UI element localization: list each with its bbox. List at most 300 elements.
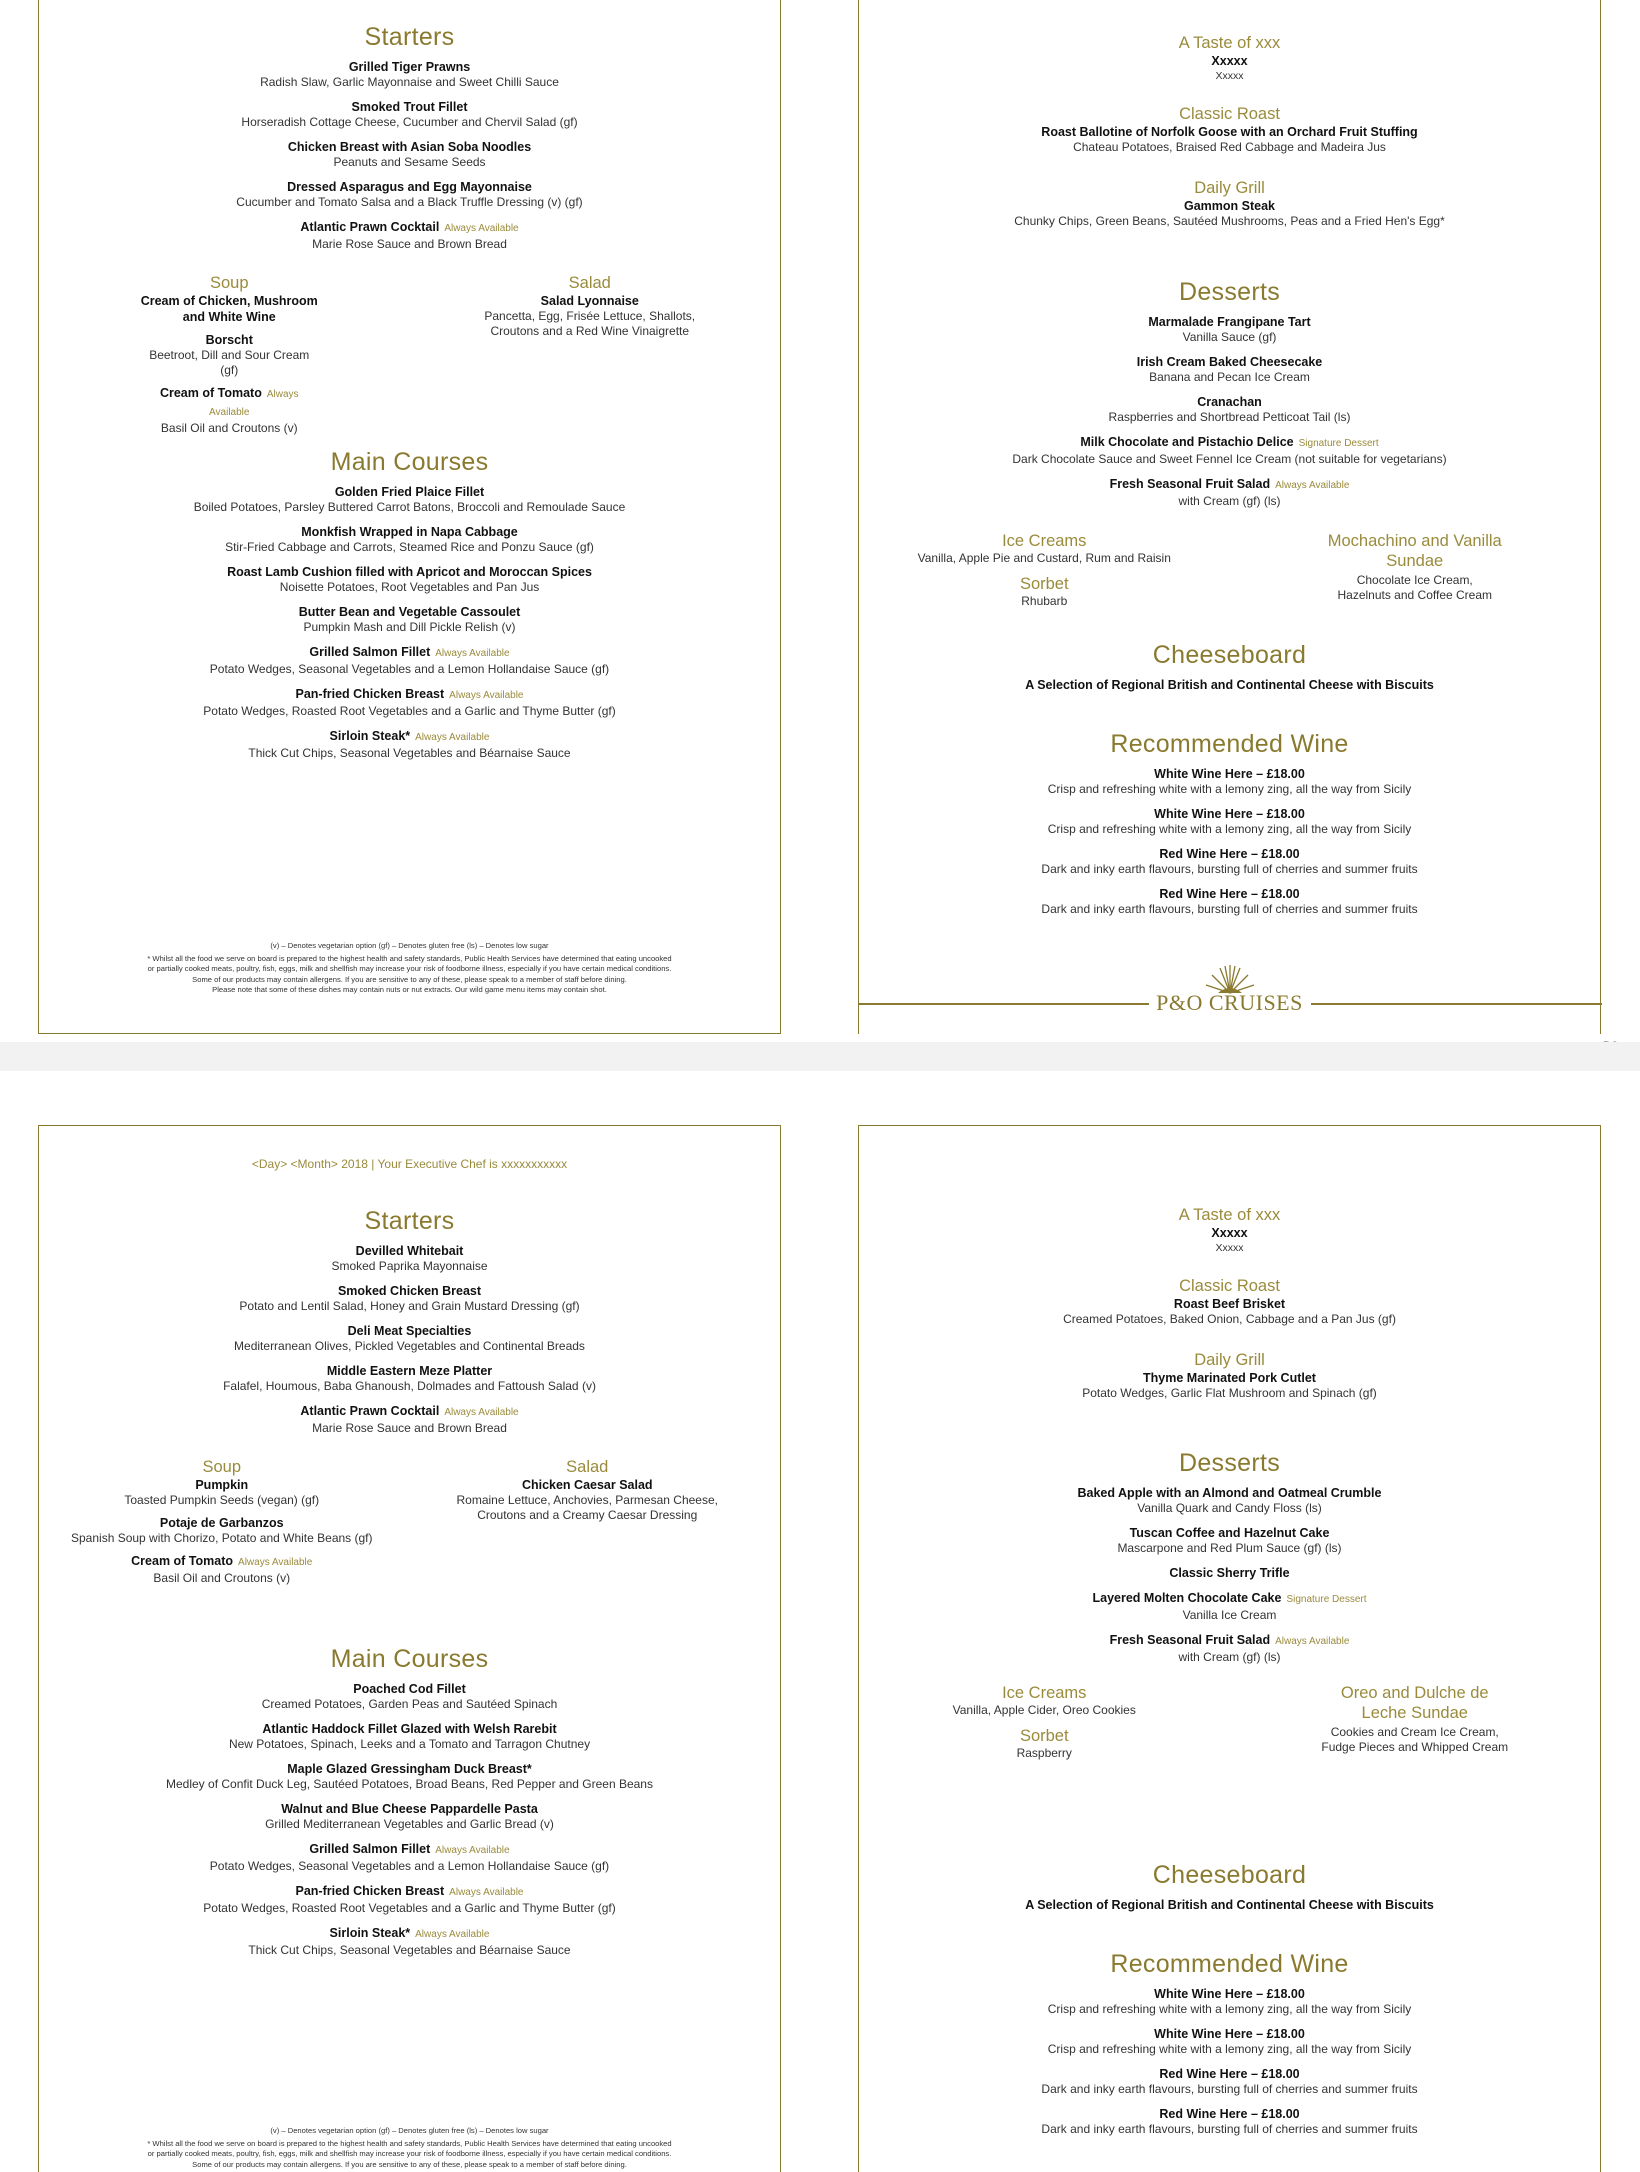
icecream-sundae-columns: [859, 531, 1600, 609]
menu-item-name: [859, 2026, 1600, 2042]
roast-desc: Creamed Potatoes, Baked Onion, Cabbage and a Pan Jus (gf): [1063, 1312, 1396, 1326]
taste-section: [859, 33, 1600, 83]
menu-item-desc: Thick Cut Chips, Seasonal Vegetables and Béarnaise Sauce: [248, 746, 571, 760]
icecream-column: [859, 531, 1230, 609]
menu-item-name-text: Classic Sherry Trifle: [1169, 1566, 1290, 1580]
menu-item: [39, 524, 780, 555]
roast-section: [859, 1276, 1600, 1327]
menu-item-name: [139, 385, 319, 421]
taste-name: Xxxxx: [1211, 54, 1248, 68]
menu-item: [39, 1243, 780, 1274]
menu-item-desc: Raspberries and Shortbread Petticoat Tail (ls): [1108, 410, 1351, 424]
menu-item: [39, 1515, 405, 1546]
menu-item: [39, 644, 780, 677]
menu-item: [39, 484, 780, 515]
menu-item-tag: Always Available: [415, 732, 490, 743]
cheese-title: Cheeseboard: [1152, 641, 1307, 669]
menu-item: [859, 1590, 1600, 1623]
menu-item-desc: Dark and inky earth flavours, bursting full of cherries and summer fruits: [1041, 902, 1418, 916]
menu-item-name-text: Grilled Salmon Fillet: [309, 1842, 431, 1856]
menu-item-desc: Creamed Potatoes, Garden Peas and Sautéed Spinach: [261, 1697, 558, 1711]
menu-item-desc: Mascarpone and Red Plum Sauce (gf) (ls): [1117, 1541, 1342, 1555]
menu-item: [859, 354, 1600, 385]
menu-item-desc: Pancetta, Egg, Frisée Lettuce, Shallots, Croutons and a Red Wine Vinaigrette: [484, 309, 696, 338]
menu-item: [39, 59, 780, 90]
menu-item-desc: Horseradish Cottage Cheese, Cucumber and Chervil Salad (gf): [241, 115, 578, 129]
menu-item-name-text: Salad Lyonnaise: [540, 294, 639, 308]
menu-item-tag: Always Available: [1275, 480, 1350, 491]
menu-item-tag: Always Available: [444, 223, 519, 234]
menu-item-name-text: Cream of Tomato: [159, 386, 262, 400]
menu-item: [859, 1632, 1600, 1665]
menu-item-name: [39, 1761, 780, 1777]
footnotes: [39, 941, 780, 996]
menu-item-desc: Potato Wedges, Roasted Root Vegetables and a Garlic and Thyme Butter (gf): [203, 1901, 616, 1915]
menu-item-name-text: Sirloin Steak*: [329, 729, 411, 743]
menu-item-desc: Falafel, Houmous, Baba Ghanoush, Dolmades and Fattoush Salad (v): [223, 1379, 596, 1393]
menu-item-name-text: Fresh Seasonal Fruit Salad: [1109, 1633, 1271, 1647]
salad-list: [405, 1477, 771, 1523]
soup-column: [39, 273, 410, 443]
menu-item-desc: Mediterranean Olives, Pickled Vegetables and Continental Breads: [234, 1339, 585, 1353]
menu-page-right: [858, 1125, 1601, 2172]
menu-item-name-text: Marmalade Frangipane Tart: [1148, 315, 1311, 329]
menu-item: [859, 2106, 1600, 2137]
menu-item-name: [39, 1681, 780, 1697]
menu-item-name-text: Milk Chocolate and Pistachio Delice: [1080, 435, 1294, 449]
menu-item-desc: Spanish Soup with Chorizo, Potato and White Beans (gf): [71, 1531, 373, 1545]
menu-item-desc: Toasted Pumpkin Seeds (vegan) (gf): [124, 1493, 320, 1507]
roast-title: Classic Roast: [1179, 1277, 1280, 1295]
menu-item-name: [39, 1841, 780, 1859]
menu-item-name-text: Roast Lamb Cushion filled with Apricot and Moroccan Spices: [227, 565, 592, 579]
menu-item: [859, 1565, 1600, 1581]
menu-item-desc: Marie Rose Sauce and Brown Bread: [312, 237, 507, 251]
menu-item-name-text: Walnut and Blue Cheese Pappardelle Pasta: [281, 1802, 538, 1816]
menu-item-desc: Basil Oil and Croutons (v): [153, 1571, 291, 1585]
salad-title: Salad: [568, 274, 611, 292]
menu-item-tag: Always Available: [1275, 1636, 1350, 1647]
menu-item: [39, 1553, 405, 1586]
taste-title: A Taste of xxx: [1178, 34, 1281, 52]
mains-title: Main Courses: [330, 448, 489, 476]
menu-item: [859, 476, 1600, 509]
menu-item-tag: Always Available: [415, 1929, 490, 1940]
menu-item-desc: Smoked Paprika Mayonnaise: [331, 1259, 488, 1273]
menu-item: [39, 139, 780, 170]
menu-page-right: [858, 0, 1601, 1034]
menu-item-name-text: Golden Fried Plaice Fillet: [334, 485, 485, 499]
menu-item-name-text: Tuscan Coffee and Hazelnut Cake: [1129, 1526, 1330, 1540]
menu-item-desc: with Cream (gf) (ls): [1178, 1650, 1281, 1664]
menu-item-desc: Cucumber and Tomato Salsa and a Black Truffle Dressing (v) (gf): [236, 195, 583, 209]
footnote-line: Please note that some of these dishes may contain nuts or nut extracts. Our wild game menu items may contain shot.: [212, 985, 607, 994]
menu-item-name: [859, 766, 1600, 782]
menu-item-desc: Romaine Lettuce, Anchovies, Parmesan Cheese, Croutons and a Creamy Caesar Dressing: [456, 1493, 718, 1522]
menu-item-name: [859, 1565, 1600, 1581]
desserts-title: Desserts: [1178, 278, 1281, 306]
wine-list: [859, 766, 1600, 917]
wine-list: [859, 1986, 1600, 2137]
menu-item-name-text: Smoked Chicken Breast: [337, 1284, 482, 1298]
menu-item-desc: Vanilla Sauce (gf): [1182, 330, 1277, 344]
wine-title: Recommended Wine: [1110, 1950, 1349, 1978]
menu-item-tag: Signature Dessert: [1298, 438, 1379, 449]
menu-page-left: [38, 0, 781, 1034]
menu-item-name: [39, 59, 780, 75]
sorbet-title: Sorbet: [1019, 575, 1069, 593]
menu-item-desc: Potato Wedges, Roasted Root Vegetables and a Garlic and Thyme Butter (gf): [203, 704, 616, 718]
menu-item-name-text: Deli Meat Specialties: [347, 1324, 472, 1338]
menu-item-name: [39, 1363, 780, 1379]
menu-item-name: [39, 1883, 780, 1901]
date-chef-header: [39, 1156, 780, 1172]
mains-title: Main Courses: [330, 1645, 489, 1673]
menu-item: [859, 806, 1600, 837]
menu-item-name-text: Monkfish Wrapped in Napa Cabbage: [301, 525, 518, 539]
menu-item-name-text: White Wine Here – £18.00: [1154, 807, 1305, 821]
sundae-title: Mochachino and Vanilla Sundae: [1327, 532, 1502, 570]
menu-item: [859, 434, 1600, 467]
menu-item-name: [859, 2066, 1600, 2082]
roast-name: Roast Ballotine of Norfolk Goose with an Orchard Fruit Stuffing: [1041, 125, 1418, 139]
menu-item-desc: Potato Wedges, Seasonal Vegetables and a Lemon Hollandaise Sauce (gf): [209, 662, 610, 676]
menu-item-name-text: Baked Apple with an Almond and Oatmeal Crumble: [1077, 1486, 1382, 1500]
menu-item-name: [139, 332, 319, 348]
soup-title: Soup: [209, 274, 249, 292]
brand-logo: [859, 963, 1600, 1023]
icecream-column: [859, 1683, 1230, 1761]
soup-list: [39, 1477, 405, 1586]
menu-item-name-text: Red Wine Here – £18.00: [1159, 2107, 1300, 2121]
taste-desc: Xxxxx: [1215, 70, 1244, 82]
menu-item-name-text: Pan-fried Chicken Breast: [295, 1884, 445, 1898]
menu-item-name: [39, 686, 780, 704]
menu-item-desc: Stir-Fried Cabbage and Carrots, Steamed Rice and Ponzu Sauce (gf): [225, 540, 594, 554]
starters-list: [39, 1243, 780, 1436]
soup-title: Soup: [202, 1458, 242, 1476]
menu-item-desc: Peanuts and Sesame Seeds: [333, 155, 486, 169]
menu-item: [859, 314, 1600, 345]
menu-item: [859, 2066, 1600, 2097]
menu-item-desc: Crisp and refreshing white with a lemony zing, all the way from Sicily: [1047, 2002, 1412, 2016]
menu-item-desc: Grilled Mediterranean Vegetables and Garlic Bread (v): [265, 1817, 554, 1831]
menu-item-desc: Vanilla Quark and Candy Floss (ls): [1137, 1501, 1322, 1515]
sundae-desc: Chocolate Ice Cream, Hazelnuts and Coffee Cream: [1337, 573, 1493, 602]
grill-section: [859, 178, 1600, 229]
icecream-sundae-columns: [859, 1683, 1600, 1761]
menu-spread-2: [0, 1071, 1640, 2169]
menu-item-name: [39, 1801, 780, 1817]
menu-item: [859, 886, 1600, 917]
menu-item-name-text: Smoked Trout Fillet: [351, 100, 468, 114]
menu-item-name: [39, 728, 780, 746]
menu-item-name-text: Atlantic Haddock Fillet Glazed with Welsh Rarebit: [262, 1722, 557, 1736]
menu-item: [859, 2026, 1600, 2057]
soup-salad-columns: [39, 273, 780, 443]
sorbet-desc: Raspberry: [1016, 1746, 1072, 1760]
menu-item-name-text: Red Wine Here – £18.00: [1159, 847, 1300, 861]
mains-list: [39, 484, 780, 761]
menu-item-desc: Dark Chocolate Sauce and Sweet Fennel Ice Cream (not suitable for vegetarians): [1012, 452, 1447, 466]
sorbet-title: Sorbet: [1019, 1727, 1069, 1745]
wine-section: [859, 1948, 1600, 2146]
menu-item-desc: Boiled Potatoes, Parsley Buttered Carrot Batons, Broccoli and Remoulade Sauce: [193, 500, 626, 514]
icecream-title: Ice Creams: [1002, 1684, 1087, 1702]
footnote-lines: [39, 941, 780, 996]
footnote-line: or partially cooked meats, poultry, fish, eggs, milk and shellfish may increase your risk of foodborne illness, especially if you have certain medical conditions.: [147, 2149, 672, 2158]
footnote-line: * Whilst all the food we serve on board is prepared to the highest health and safety standards, Public Health Services have determined that eating uncooked: [147, 2138, 672, 2148]
menu-item-desc: Dark and inky earth flavours, bursting full of cherries and summer fruits: [1041, 2122, 1418, 2136]
salad-list: [410, 293, 771, 339]
menu-item-name-text: Dressed Asparagus and Egg Mayonnaise: [287, 180, 532, 194]
cheese-section: [859, 1859, 1600, 1913]
menu-item: [39, 1283, 780, 1314]
menu-item-name: [859, 434, 1600, 452]
menu-item-tag: Always Available: [435, 1845, 510, 1856]
menu-item-name: [859, 846, 1600, 862]
menu-item-name: [859, 476, 1600, 494]
menu-item-name: [859, 1590, 1600, 1608]
menu-item-name: [859, 394, 1600, 410]
menu-item-name: [39, 219, 780, 237]
menu-item: [139, 332, 319, 378]
menu-item-name-text: Red Wine Here – £18.00: [1159, 887, 1300, 901]
menu-item-name-text: Butter Bean and Vegetable Cassoulet: [298, 605, 521, 619]
menu-item-tag: Always Available: [449, 690, 524, 701]
menu-item: [39, 1761, 780, 1792]
menu-item: [859, 1525, 1600, 1556]
menu-item: [39, 728, 780, 761]
soup-list: [49, 293, 410, 436]
menu-item: [39, 1841, 780, 1874]
menu-item-name: [859, 2106, 1600, 2122]
menu-item-name-text: Chicken Breast with Asian Soba Noodles: [287, 140, 532, 154]
menu-item-name-text: Cranachan: [1197, 395, 1262, 409]
menu-item: [39, 1323, 780, 1354]
menu-item-name: [39, 1721, 780, 1737]
menu-item-name: [39, 1925, 780, 1943]
grill-desc: Chunky Chips, Green Beans, Sautéed Mushrooms, Peas and a Fried Hen's Egg*: [1014, 214, 1445, 228]
menu-item-name: [39, 1515, 405, 1531]
menu-item-name-text: Layered Molten Chocolate Cake: [1092, 1591, 1282, 1605]
mains-section: [39, 446, 780, 770]
footnotes: [39, 2126, 780, 2170]
desserts-section: [859, 276, 1600, 518]
grill-section: [859, 1350, 1600, 1401]
grill-title: Daily Grill: [1194, 1351, 1265, 1369]
menu-item: [859, 846, 1600, 877]
footnote-line: Some of our products may contain allergens. If you are sensitive to any of these, please speak to a member of staff before dining.: [192, 2159, 627, 2169]
footnote-line: Some of our products may contain allergens. If you are sensitive to any of these, please speak to a member of staff before dining.: [192, 974, 627, 984]
menu-item-name-text: Borscht: [205, 333, 253, 347]
menu-item-desc: New Potatoes, Spinach, Leeks and a Tomato and Tarragon Chutney: [228, 1737, 591, 1751]
menu-item-desc: Crisp and refreshing white with a lemony zing, all the way from Sicily: [1047, 822, 1412, 836]
sundae-column: [1230, 1683, 1601, 1761]
salad-title: Salad: [566, 1458, 609, 1476]
sundae-desc: Cookies and Cream Ice Cream, Fudge Pieces and Whipped Cream: [1321, 1725, 1509, 1754]
menu-item-name: [39, 1283, 780, 1299]
menu-item: [139, 385, 319, 436]
grill-desc: Potato Wedges, Garlic Flat Mushroom and Spinach (gf): [1082, 1386, 1377, 1400]
menu-item-name: [39, 1323, 780, 1339]
menu-item-name: [859, 1632, 1600, 1650]
menu-item-desc: Dark and inky earth flavours, bursting full of cherries and summer fruits: [1041, 862, 1418, 876]
menu-item: [859, 766, 1600, 797]
menu-item-name-text: Chicken Caesar Salad: [521, 1478, 653, 1492]
desserts-list: [859, 1485, 1600, 1665]
menu-item-desc: Beetroot, Dill and Sour Cream (gf): [149, 348, 310, 377]
starters-section: [39, 1205, 780, 1445]
menu-item-name-text: Poached Cod Fillet: [353, 1682, 466, 1696]
cheese-desc: A Selection of Regional British and Continental Cheese with Biscuits: [1025, 678, 1434, 692]
sundae-title: Oreo and Dulche de Leche Sundae: [1340, 1684, 1489, 1722]
menu-item: [859, 394, 1600, 425]
menu-item-tag: Always Available: [238, 1557, 313, 1568]
footnote-line: (v) – Denotes vegetarian option (gf) – Denotes gluten free (ls) – Denotes low sugar: [270, 941, 549, 950]
menu-item-desc: Radish Slaw, Garlic Mayonnaise and Sweet Chilli Sauce: [260, 75, 559, 89]
wine-section: [859, 728, 1600, 926]
menu-item-name: [39, 139, 780, 155]
starters-section: [39, 21, 780, 261]
footnote-lines: [39, 2126, 780, 2170]
menu-item-desc: Dark and inky earth flavours, bursting full of cherries and summer fruits: [1041, 2082, 1418, 2096]
menu-item-desc: Crisp and refreshing white with a lemony zing, all the way from Sicily: [1047, 782, 1412, 796]
menu-item-name-text: Devilled Whitebait: [355, 1244, 464, 1258]
menu-item-desc: Basil Oil and Croutons (v): [160, 421, 298, 435]
menu-item: [859, 1986, 1600, 2017]
menu-item-name: [859, 806, 1600, 822]
taste-title: A Taste of xxx: [1178, 1206, 1281, 1224]
menu-item-name-text: Atlantic Prawn Cocktail: [300, 220, 440, 234]
menu-item-name: [859, 1986, 1600, 2002]
menu-item: [39, 1681, 780, 1712]
menu-item-name: [39, 1403, 780, 1421]
menu-item-name-text: Cream of Chicken, Mushroom and White Wine: [140, 294, 318, 324]
menu-item-name-text: Atlantic Prawn Cocktail: [300, 1404, 440, 1418]
starters-title: Starters: [364, 23, 455, 51]
desserts-title: Desserts: [1178, 1449, 1281, 1477]
menu-item-desc: Vanilla Ice Cream: [1182, 1608, 1277, 1622]
sundae-column: [1230, 531, 1601, 609]
wine-title: Recommended Wine: [1110, 730, 1349, 758]
footnote-line: * Whilst all the food we serve on board is prepared to the highest health and safety standards, Public Health Services have determined that eating uncooked: [147, 953, 672, 963]
menu-item: [39, 219, 780, 252]
menu-item-name: [39, 524, 780, 540]
menu-item-name-text: White Wine Here – £18.00: [1154, 2027, 1305, 2041]
menu-item-name: [39, 484, 780, 500]
mains-list: [39, 1681, 780, 1958]
icecream-desc: Vanilla, Apple Pie and Custard, Rum and Raisin: [917, 551, 1171, 565]
menu-item-name-text: Grilled Tiger Prawns: [348, 60, 471, 74]
menu-item: [39, 1403, 780, 1436]
menu-item-tag: Signature Dessert: [1286, 1594, 1367, 1605]
icecream-desc: Vanilla, Apple Cider, Oreo Cookies: [952, 1703, 1136, 1717]
mains-section: [39, 1643, 780, 1967]
cheese-section: [859, 639, 1600, 693]
menu-item: [39, 1883, 780, 1916]
salad-column: [405, 1457, 781, 1593]
menu-item-name: [39, 604, 780, 620]
menu-item: [475, 293, 705, 339]
taste-desc: Xxxxx: [1215, 1242, 1244, 1254]
menu-item: [39, 1363, 780, 1394]
sorbet-desc: Rhubarb: [1021, 594, 1068, 608]
menu-item-desc: with Cream (gf) (ls): [1178, 494, 1281, 508]
menu-item-name: [39, 99, 780, 115]
footnote-line: (v) – Denotes vegetarian option (gf) – Denotes gluten free (ls) – Denotes low sugar: [270, 2126, 549, 2135]
icecream-title: Ice Creams: [1002, 532, 1087, 550]
menu-item-name-text: White Wine Here – £18.00: [1154, 767, 1305, 781]
cheese-desc: A Selection of Regional British and Continental Cheese with Biscuits: [1025, 1898, 1434, 1912]
footnote-line: or partially cooked meats, poultry, fish, eggs, milk and shellfish may increase your risk of foodborne illness, especially if you have certain medical conditions.: [147, 964, 672, 973]
menu-item-name: [39, 179, 780, 195]
soup-column: [39, 1457, 405, 1593]
menu-item-desc: Marie Rose Sauce and Brown Bread: [312, 1421, 507, 1435]
logo-wordmark: P&O CRUISES: [1156, 990, 1303, 1015]
menu-item-desc: Potato Wedges, Seasonal Vegetables and a Lemon Hollandaise Sauce (gf): [209, 1859, 610, 1873]
menu-item-name: [139, 293, 319, 325]
grill-name: Gammon Steak: [1183, 199, 1275, 213]
menu-item-name-text: Maple Glazed Gressingham Duck Breast*: [287, 1762, 532, 1776]
menu-item-name: [39, 564, 780, 580]
starters-list: [39, 59, 780, 252]
menu-item: [39, 1925, 780, 1958]
menu-item: [39, 1801, 780, 1832]
menu-item-desc: Crisp and refreshing white with a lemony zing, all the way from Sicily: [1047, 2042, 1412, 2056]
menu-item-name-text: Grilled Salmon Fillet: [309, 645, 431, 659]
menu-item-name-text: Irish Cream Baked Cheesecake: [1136, 355, 1323, 369]
menu-item-name-text: White Wine Here – £18.00: [1154, 1987, 1305, 2001]
menu-item-name: [859, 354, 1600, 370]
menu-item: [39, 99, 780, 130]
menu-page-left: [38, 1125, 781, 2172]
menu-item-name: [475, 293, 705, 309]
salad-column: [410, 273, 781, 443]
menu-spread-1: [0, 0, 1640, 1042]
menu-item-name: [39, 1243, 780, 1259]
menu-item-desc: Medley of Confit Duck Leg, Sautéed Potatoes, Broad Beans, Red Pepper and Green Beans: [166, 1777, 653, 1791]
menu-item-name: [39, 644, 780, 662]
taste-section: [859, 1205, 1600, 1255]
desserts-section: [859, 1447, 1600, 1674]
menu-item-name-text: Red Wine Here – £18.00: [1159, 2067, 1300, 2081]
menu-item-name: [859, 1485, 1600, 1501]
roast-desc: Chateau Potatoes, Braised Red Cabbage and Madeira Jus: [1073, 140, 1386, 154]
menu-item: [39, 1477, 405, 1508]
menu-item-tag: Always Available: [449, 1887, 524, 1898]
menu-item-name-text: Potaje de Garbanzos: [159, 1516, 284, 1530]
menu-item-name: [859, 1525, 1600, 1541]
menu-item-desc: Potato and Lentil Salad, Honey and Grain Mustard Dressing (gf): [239, 1299, 580, 1313]
menu-item-name: [39, 1553, 405, 1571]
taste-name: Xxxxx: [1211, 1226, 1248, 1240]
grill-name: Thyme Marinated Pork Cutlet: [1143, 1371, 1316, 1385]
menu-item-name: [452, 1477, 722, 1493]
roast-title: Classic Roast: [1179, 105, 1280, 123]
menu-item: [39, 1721, 780, 1752]
soup-salad-columns: [39, 1457, 780, 1593]
menu-item: [859, 1485, 1600, 1516]
menu-item: [39, 564, 780, 595]
menu-item-desc: Thick Cut Chips, Seasonal Vegetables and Béarnaise Sauce: [248, 1943, 571, 1957]
menu-item-name-text: Sirloin Steak*: [329, 1926, 411, 1940]
date-chef-line: <Day> <Month> 2018 | Your Executive Chef is xxxxxxxxxxx: [251, 1157, 568, 1171]
menu-item-desc: Noisette Potatoes, Root Vegetables and Pan Jus: [279, 580, 540, 594]
menu-item: [139, 293, 319, 325]
menu-item-name: [859, 886, 1600, 902]
menu-item-name-text: Cream of Tomato: [131, 1554, 234, 1568]
